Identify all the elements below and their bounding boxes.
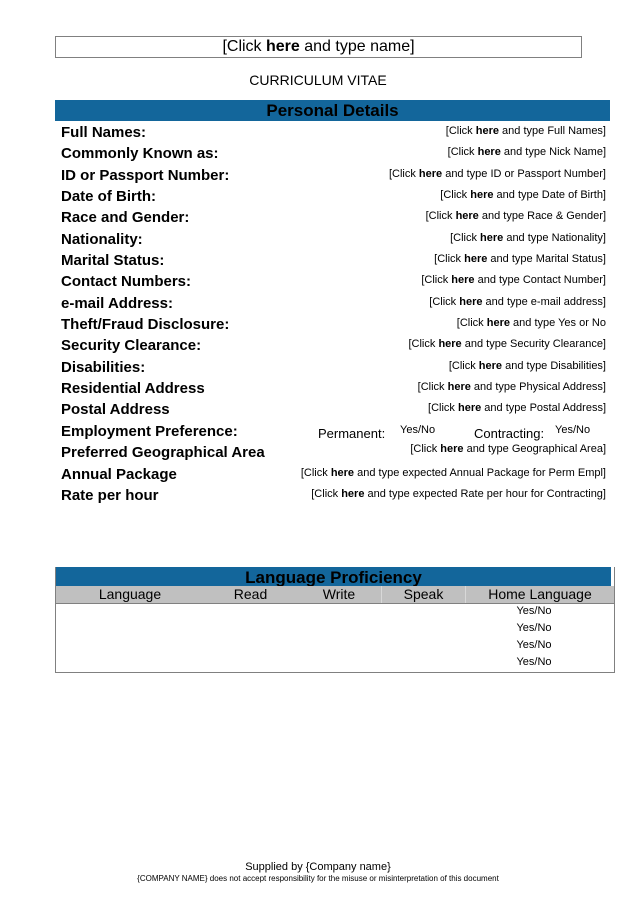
permanent-select[interactable]: Yes/No	[400, 423, 436, 436]
field-label: Marital Status:	[61, 252, 165, 270]
placeholder-post: and type Contact Number]	[474, 274, 606, 287]
placeholder-pre: [Click	[456, 317, 487, 330]
cell-read[interactable]	[204, 604, 297, 621]
field-label: Date of Birth:	[61, 188, 156, 206]
field-row	[61, 314, 606, 335]
field-row	[61, 378, 606, 399]
cell-read[interactable]	[204, 621, 297, 638]
placeholder-here: here	[330, 466, 355, 479]
placeholder-post: and type Postal Address]	[481, 402, 606, 415]
name-field-prefix: [Click	[222, 38, 266, 55]
placeholder-post: and type Disabilities]	[502, 359, 606, 372]
placeholder-here: here	[475, 125, 499, 137]
placeholder-here: here	[470, 189, 494, 202]
field-label: ID or Passport Number:	[61, 166, 230, 184]
language-proficiency-table	[55, 567, 615, 673]
field-row	[61, 207, 606, 228]
cell-speak[interactable]	[381, 604, 464, 621]
cell-write[interactable]	[297, 621, 381, 638]
field-input[interactable]	[418, 380, 606, 394]
placeholder-pre: [Click	[434, 253, 465, 266]
field-row	[61, 293, 606, 314]
cell-language[interactable]	[56, 655, 204, 672]
placeholder-pre: [Click	[421, 274, 452, 287]
document-title: CURRICULUM VITAE	[249, 72, 387, 88]
placeholder-pre: [Click	[448, 359, 479, 372]
field-row	[61, 442, 606, 463]
field-input[interactable]	[434, 252, 606, 266]
field-input[interactable]	[410, 442, 606, 456]
field-input[interactable]	[449, 359, 606, 373]
cell-home-language[interactable]: Yes/No	[516, 622, 552, 634]
cell-write[interactable]	[297, 604, 381, 621]
cell-language[interactable]	[56, 638, 204, 655]
name-field[interactable]	[55, 36, 582, 58]
placeholder-here: here	[486, 317, 510, 330]
placeholder-here: here	[478, 359, 503, 372]
cell-language[interactable]	[56, 604, 204, 621]
placeholder-pre: [Click	[429, 295, 460, 308]
field-label: Contact Numbers:	[61, 273, 192, 291]
field-label: Annual Package	[61, 465, 177, 483]
placeholder-post: and type Geographical Area]	[463, 443, 606, 456]
placeholder-post: and type Marital Status]	[487, 253, 606, 266]
personal-details-heading: Personal Details	[55, 100, 610, 121]
contracting-label: Contracting:	[474, 425, 545, 441]
placeholder-here: here	[459, 295, 483, 308]
field-row	[61, 357, 606, 378]
placeholder-post: and type Physical Address]	[470, 381, 606, 394]
field-row	[61, 335, 606, 356]
field-label: Full Names:	[61, 124, 147, 141]
placeholder-here: here	[447, 381, 471, 394]
field-label: Residential Address	[61, 380, 205, 398]
permanent-label: Permanent:	[318, 425, 386, 441]
placeholder-pre: [Click	[445, 125, 476, 137]
field-row	[61, 229, 606, 250]
table-header-row	[56, 586, 614, 604]
field-row	[61, 250, 606, 271]
placeholder-here: here	[438, 338, 462, 351]
placeholder-here: here	[477, 146, 501, 159]
table-body	[56, 604, 614, 672]
field-input[interactable]	[440, 188, 606, 202]
field-label: Rate per hour	[61, 486, 159, 504]
placeholder-post: and type Full Names]	[499, 125, 606, 137]
field-label: e-mail Address:	[61, 294, 173, 312]
field-label: Race and Gender:	[61, 209, 190, 227]
placeholder-post: and type ID or Passport Number]	[442, 167, 606, 180]
cell-language[interactable]	[56, 621, 204, 638]
placeholder-here: here	[451, 274, 475, 287]
language-proficiency-heading: Language Proficiency	[56, 567, 611, 586]
placeholder-here: here	[341, 487, 365, 500]
placeholder-post: and type expected Annual Package for Perm Empl]	[354, 466, 606, 479]
field-label: Theft/Fraud Disclosure:	[61, 316, 230, 334]
field-input[interactable]	[450, 231, 606, 245]
field-row	[61, 122, 606, 143]
cell-speak[interactable]	[381, 621, 464, 638]
placeholder-pre: [Click	[388, 167, 419, 180]
field-input[interactable]	[428, 401, 606, 415]
field-row	[61, 165, 606, 186]
field-row	[61, 186, 606, 207]
placeholder-here: here	[418, 167, 443, 180]
placeholder-here: here	[440, 443, 464, 456]
placeholder-post: and type expected Rate per hour for Contracting]	[364, 487, 606, 500]
placeholder-post: and type Date of Birth]	[493, 189, 606, 202]
field-row	[61, 485, 606, 506]
placeholder-here: here	[458, 402, 482, 415]
field-input[interactable]	[429, 295, 606, 309]
column-header-speak: Speak	[382, 586, 466, 603]
field-label: Security Clearance:	[61, 337, 202, 355]
disclaimer: {COMPANY NAME} does not accept responsibility for the misuse or misinterpretation of this document	[137, 874, 499, 883]
placeholder-post: and type Security Clearance]	[461, 338, 606, 351]
cell-write[interactable]	[297, 638, 381, 655]
field-input[interactable]	[389, 167, 606, 181]
field-row	[61, 143, 606, 164]
cell-home-language[interactable]: Yes/No	[516, 605, 552, 617]
placeholder-pre: [Click	[450, 231, 481, 244]
placeholder-pre: [Click	[428, 402, 458, 415]
table-row	[56, 638, 614, 655]
placeholder-post: and type Nick Name]	[500, 146, 606, 159]
placeholder-post: and type Race & Gender]	[478, 210, 606, 223]
placeholder-pre: [Click	[440, 189, 471, 202]
field-label: Preferred Geographical Area	[61, 444, 265, 462]
cell-write[interactable]	[297, 655, 381, 672]
column-header-read: Read	[233, 586, 268, 602]
cell-read[interactable]	[204, 638, 297, 655]
field-row	[61, 271, 606, 292]
table-row	[56, 655, 614, 672]
contracting-select[interactable]: Yes/No	[555, 423, 591, 436]
cell-home-language[interactable]: Yes/No	[516, 656, 552, 668]
field-input[interactable]	[421, 273, 606, 287]
column-header-write: Write	[297, 586, 382, 603]
placeholder-post: and type Nationality]	[503, 231, 606, 244]
placeholder-post: and type Yes or No	[509, 317, 606, 330]
name-field-here: here	[266, 38, 300, 55]
placeholder-here: here	[464, 253, 488, 266]
placeholder-pre: [Click	[447, 146, 478, 159]
field-label: Disabilities:	[61, 358, 146, 376]
field-input[interactable]	[457, 316, 606, 330]
employment-preference-row	[61, 421, 606, 442]
field-input[interactable]	[426, 209, 606, 223]
field-label: Postal Address	[61, 401, 170, 419]
column-header-language: Language	[98, 586, 162, 602]
cell-speak[interactable]	[381, 655, 464, 672]
field-input[interactable]	[408, 337, 606, 351]
placeholder-here: here	[480, 231, 504, 244]
field-input[interactable]	[446, 124, 606, 138]
placeholder-pre: [Click	[410, 443, 441, 456]
name-field-suffix: and type name]	[299, 38, 415, 55]
cell-home-language[interactable]: Yes/No	[516, 639, 552, 651]
field-input[interactable]	[448, 145, 606, 159]
field-input[interactable]	[311, 487, 606, 501]
field-input[interactable]	[301, 466, 606, 480]
table-row	[56, 621, 614, 638]
placeholder-pre: [Click	[417, 381, 448, 394]
field-label: Employment Preference:	[61, 422, 238, 440]
field-row	[61, 399, 606, 420]
table-row	[56, 604, 614, 621]
personal-details-list	[61, 122, 606, 506]
field-label: Nationality:	[61, 230, 143, 248]
column-header-home-language: Home Language	[488, 586, 592, 602]
field-label: Commonly Known as:	[61, 145, 219, 163]
cell-read[interactable]	[204, 655, 297, 672]
supplied-by: Supplied by {Company name}	[245, 861, 391, 873]
placeholder-here: here	[455, 210, 479, 223]
placeholder-pre: [Click	[425, 210, 456, 223]
placeholder-post: and type e-mail address]	[482, 295, 606, 308]
field-row	[61, 464, 606, 485]
placeholder-pre: [Click	[408, 338, 439, 351]
cell-speak[interactable]	[381, 638, 464, 655]
placeholder-pre: [Click	[311, 487, 342, 500]
placeholder-pre: [Click	[300, 466, 331, 479]
